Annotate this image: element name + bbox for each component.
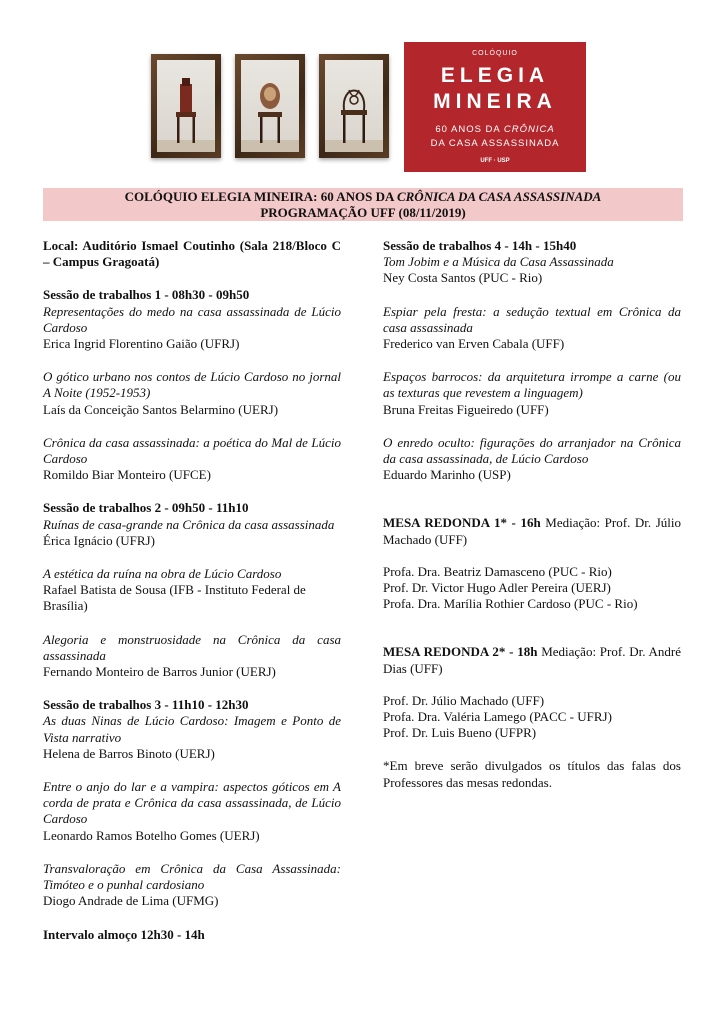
talk-title: Representações do medo na casa assassinada de Lúcio Cardoso xyxy=(43,303,341,335)
round-table-member: Prof. Dr. Luis Bueno (UFPR) xyxy=(383,725,537,741)
right-column xyxy=(383,238,681,791)
talk-title: A estética da ruína na obra de Lúcio Cardoso xyxy=(43,566,282,582)
talk-author: Leonardo Ramos Botelho Gomes (UERJ) xyxy=(43,827,260,843)
title-line-1: COLÓQUIO ELEGIA MINEIRA: 60 ANOS DA CRÔNICA DA CASA ASSASSINADA xyxy=(124,189,602,204)
chair-photo-1 xyxy=(151,54,221,158)
session-heading: Sessão de trabalhos 4 - 14h - 15h40 xyxy=(383,238,577,253)
header-banner xyxy=(148,42,588,172)
talk-entry xyxy=(383,369,681,418)
talk-author: Érica Ignácio (UFRJ) xyxy=(43,532,155,548)
session-heading: Sessão de trabalhos 3 - 11h10 - 12h30 xyxy=(43,697,249,713)
talk-title: Alegoria e monstruosidade na Crônica da casa assassinada xyxy=(43,631,341,663)
talk-author: Rafael Batista de Sousa (IFB - Instituto Federal de Brasília) xyxy=(43,582,306,614)
talk-title: Ruínas de casa-grande na Crônica da casa assassinada xyxy=(43,516,335,532)
talk-author: Bruna Freitas Figueiredo (UFF) xyxy=(383,401,549,417)
session-heading: Sessão de trabalhos 2 - 09h50 - 11h10 xyxy=(43,500,249,516)
talk-entry xyxy=(383,435,681,484)
talk-title: Entre o anjo do lar e a vampira: aspectos góticos em A corda de prata e Crônica da casa assassinada, de Lúcio Cardoso xyxy=(43,779,341,827)
round-table-member: Profa. Dra. Valéria Lamego (PACC - UFRJ) xyxy=(383,709,612,725)
talk-entry xyxy=(43,435,341,484)
chair-icon xyxy=(235,54,305,158)
round-table-heading: MESA REDONDA 2* - 18h Mediação: Prof. Dr. André Dias (UFF) xyxy=(383,644,681,676)
chair-icon xyxy=(319,54,389,158)
program-title xyxy=(43,188,683,221)
talk-entry xyxy=(43,304,341,353)
round-table-member: Profa. Dra. Marília Rothier Cardoso (PUC - Rio) xyxy=(383,596,638,612)
talk-entry xyxy=(43,861,341,910)
talk-author: Frederico van Erven Cabala (UFF) xyxy=(383,336,565,352)
talk-entry xyxy=(43,713,341,762)
session-2 xyxy=(43,500,341,680)
venue-info: Local: Auditório Ismael Coutinho (Sala 218/Bloco C – Campus Gragoatá) xyxy=(43,238,341,270)
talk-author: Ney Costa Santos (PUC - Rio) xyxy=(383,270,543,286)
round-table-1 xyxy=(383,515,681,612)
talk-title: O enredo oculto: figurações do arranjador na Crônica da casa assassinada, de Lúcio Cardoso xyxy=(383,434,681,467)
round-table-heading: MESA REDONDA 1* - 16h Mediação: Prof. Dr. Júlio Machado (UFF) xyxy=(383,515,681,547)
talk-entry xyxy=(43,779,341,844)
talk-entry xyxy=(43,517,341,549)
talk-author: Romildo Biar Monteiro (UFCE) xyxy=(43,467,211,483)
round-table-member: Prof. Dr. Victor Hugo Adler Pereira (UERJ) xyxy=(383,580,611,596)
session-heading: Sessão de trabalhos 1 - 08h30 - 09h50 xyxy=(43,287,250,303)
talk-entry xyxy=(43,632,341,681)
left-column xyxy=(43,238,341,943)
talk-author: Diogo Andrade de Lima (UFMG) xyxy=(43,893,219,909)
talk-entry xyxy=(383,254,681,286)
chair-photo-2 xyxy=(235,54,305,158)
talk-title: Crônica da casa assassinada: a poética do Mal de Lúcio Cardoso xyxy=(43,434,341,467)
lunch-break: Intervalo almoço 12h30 - 14h xyxy=(43,926,205,942)
session-4 xyxy=(383,238,681,483)
title-line-2: PROGRAMAÇÃO UFF (08/11/2019) xyxy=(260,205,466,220)
talk-author: Fernando Monteiro de Barros Junior (UERJ) xyxy=(43,664,276,680)
talk-title: Espaços barrocos: da arquitetura irrompe a carne (ou as texturas que revestem a linguagem) xyxy=(383,369,681,401)
talk-author: Helena de Barros Binoto (UERJ) xyxy=(43,745,215,761)
round-table-member: Prof. Dr. Júlio Machado (UFF) xyxy=(383,692,545,708)
chair-photo-3 xyxy=(319,54,389,158)
round-table-2 xyxy=(383,644,681,741)
talk-entry xyxy=(43,369,341,418)
talk-title: Transvaloração em Crônica da Casa Assassinada: Timóteo e o punhal cardosiano xyxy=(43,860,341,893)
session-1 xyxy=(43,287,341,483)
event-logo: COLÓQUIO ELEGIA MINEIRA 60 ANOS DA CRÔNICA DA CASA ASSASSINADA UFF · USP xyxy=(404,42,586,172)
talk-title: As duas Ninas de Lúcio Cardoso: Imagem e Ponto de Vista narrativo xyxy=(43,713,341,745)
session-3 xyxy=(43,697,341,909)
talk-title: Espiar pela fresta: a sedução textual em Crônica da casa assassinada xyxy=(383,303,681,335)
talk-title: O gótico urbano nos contos de Lúcio Cardoso no jornal A Noite (1952-1953) xyxy=(43,369,341,401)
talk-author: Eduardo Marinho (USP) xyxy=(383,467,511,483)
talk-author: Erica Ingrid Florentino Gaião (UFRJ) xyxy=(43,336,240,352)
talk-title: Tom Jobim e a Música da Casa Assassinada xyxy=(383,254,614,270)
talk-entry xyxy=(383,304,681,353)
talk-author: Laís da Conceição Santos Belarmino (UERJ) xyxy=(43,401,279,417)
talk-entry xyxy=(43,566,341,615)
round-table-member: Profa. Dra. Beatriz Damasceno (PUC - Rio) xyxy=(383,563,612,579)
footnote: *Em breve serão divulgados os títulos das falas dos Professores das mesas redondas. xyxy=(383,758,681,790)
chair-icon xyxy=(151,54,221,158)
